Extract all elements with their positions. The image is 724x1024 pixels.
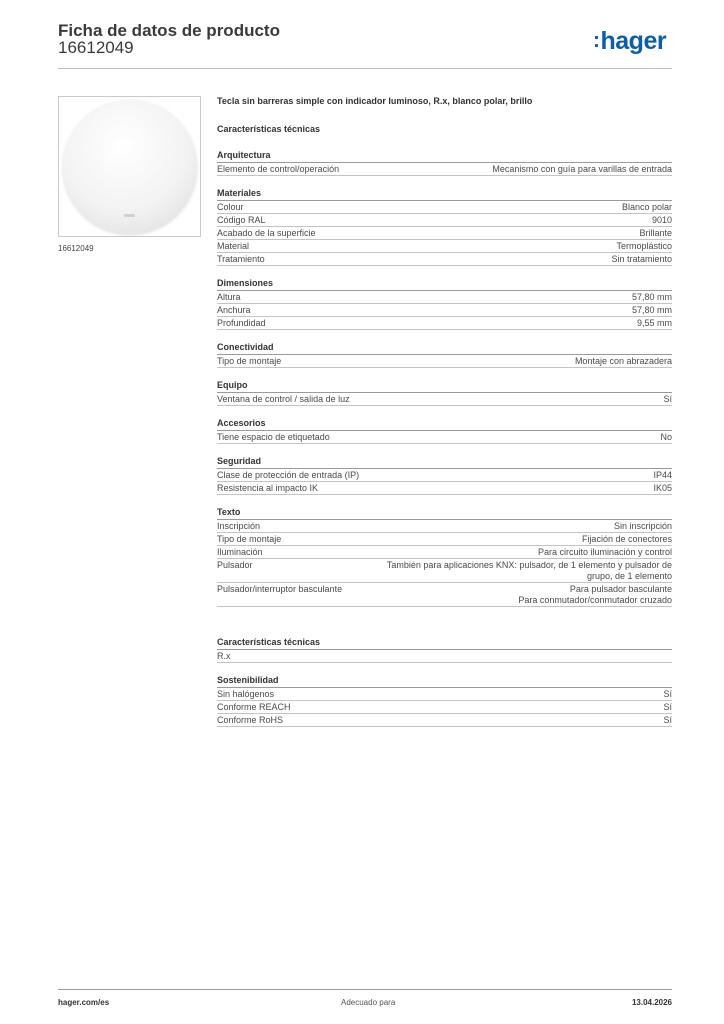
- spec-value: 9,55 mm: [636, 318, 672, 328]
- spec-content: [217, 96, 672, 727]
- spec-group-arquitectura: [217, 149, 672, 176]
- spec-row: [217, 701, 672, 714]
- spec-value: Blanco polar: [621, 202, 672, 212]
- spec-value-line: También para aplicaciones KNX: pulsador, de 1 elemento y pulsador de: [386, 560, 672, 570]
- header-divider: [58, 68, 672, 69]
- spec-row: [217, 533, 672, 546]
- spec-value: 57,80 mm: [631, 292, 672, 302]
- product-description: Tecla sin barreras simple con indicador luminoso, R.x, blanco polar, brillo: [217, 96, 533, 106]
- spec-row: [217, 163, 672, 176]
- group-title: Conectividad: [217, 341, 672, 355]
- product-code: 16612049: [58, 38, 134, 57]
- spec-row: [217, 240, 672, 253]
- group-title: Accesorios: [217, 417, 672, 431]
- hager-logo: :hager: [593, 27, 667, 55]
- spec-value-line: Para conmutador/conmutador cruzado: [518, 595, 672, 605]
- spec-value: Para circuito iluminación y control: [537, 547, 672, 557]
- spec-key: Código RAL: [217, 215, 266, 225]
- footer-divider: [58, 989, 672, 990]
- spec-value: Fijación de conectores: [581, 534, 672, 544]
- spec-value: Sí: [663, 715, 672, 725]
- spec-row: [217, 227, 672, 240]
- spec-value: No: [660, 432, 672, 442]
- spec-row: [217, 393, 672, 406]
- tech-characteristics-label: Características técnicas: [217, 124, 321, 134]
- spec-group-accesorios: [217, 417, 672, 444]
- group-title: Dimensiones: [217, 277, 672, 291]
- spec-value: 57,80 mm: [631, 305, 672, 315]
- spec-key: Ventana de control / salida de luz: [217, 394, 350, 404]
- spec-key: Pulsador/interruptor basculante: [217, 584, 343, 594]
- group-title: Seguridad: [217, 455, 672, 469]
- spec-value: Brillante: [639, 228, 672, 238]
- spec-row: [217, 214, 672, 227]
- group-title: Texto: [217, 506, 672, 520]
- spec-key: Clase de protección de entrada (IP): [217, 470, 360, 480]
- spec-group-conectividad: [217, 341, 672, 368]
- spec-row: [217, 650, 672, 663]
- spec-value: Sin tratamiento: [611, 254, 672, 264]
- spec-value: [261, 560, 672, 582]
- group-title: Materiales: [217, 187, 672, 201]
- page-title: Ficha de datos de producto: [58, 21, 280, 40]
- spec-row: [217, 431, 672, 444]
- spec-row: [217, 583, 672, 607]
- spec-row: [217, 201, 672, 214]
- spec-group-texto: [217, 506, 672, 607]
- footer-website: hager.com/es: [58, 998, 110, 1007]
- spec-row: [217, 253, 672, 266]
- spec-key: Tipo de montaje: [217, 356, 282, 366]
- spec-key: R.x: [217, 651, 231, 661]
- spec-row: [217, 559, 672, 583]
- product-image: [58, 96, 201, 237]
- spec-key: Acabado de la superficie: [217, 228, 316, 238]
- spec-value: Termoplástico: [616, 241, 672, 251]
- spec-value: Sí: [663, 689, 672, 699]
- spec-row: [217, 520, 672, 533]
- spec-row: [217, 714, 672, 727]
- spec-group-tech-characteristics: [217, 636, 672, 663]
- group-title: Arquitectura: [217, 149, 672, 163]
- spec-key: Elemento de control/operación: [217, 164, 340, 174]
- spec-key: Colour: [217, 202, 244, 212]
- spec-group-dimensiones: [217, 277, 672, 330]
- spec-value: IP44: [653, 470, 672, 480]
- spec-value: Mecanismo con guía para varillas de entrada: [492, 164, 672, 174]
- spec-value: 9010: [651, 215, 672, 225]
- footer-suitable-for: Adecuado para: [341, 998, 396, 1007]
- spec-key: Profundidad: [217, 318, 266, 328]
- spec-key: Tratamiento: [217, 254, 265, 264]
- spec-row: [217, 304, 672, 317]
- spec-value: Sin inscripción: [613, 521, 672, 531]
- group-title: Sostenibilidad: [217, 674, 672, 688]
- spec-key: Iluminación: [217, 547, 263, 557]
- spec-key: Sin halógenos: [217, 689, 275, 699]
- spec-key: Material: [217, 241, 250, 251]
- spec-group-equipo: [217, 379, 672, 406]
- spec-key: Altura: [217, 292, 241, 302]
- spec-value-line: Para pulsador basculante: [569, 584, 672, 594]
- spec-group-sostenibilidad: [217, 674, 672, 727]
- spec-row: [217, 546, 672, 559]
- spec-key: Conforme REACH: [217, 702, 291, 712]
- spec-group-seguridad: [217, 455, 672, 495]
- spec-value: [350, 584, 672, 606]
- spec-row: [217, 317, 672, 330]
- spec-value: Sí: [663, 394, 672, 404]
- spec-key: Conforme RoHS: [217, 715, 284, 725]
- spec-row: [217, 469, 672, 482]
- spec-key: Tipo de montaje: [217, 534, 282, 544]
- spec-value-line: grupo, de 1 elemento: [586, 571, 672, 581]
- spec-row: [217, 291, 672, 304]
- spec-key: Pulsador: [217, 560, 253, 570]
- footer-date: 13.04.2026: [631, 998, 672, 1007]
- spec-group-materiales: [217, 187, 672, 266]
- spec-value: Montaje con abrazadera: [574, 356, 672, 366]
- group-title: Equipo: [217, 379, 672, 393]
- spec-value: Sí: [663, 702, 672, 712]
- spec-row: [217, 482, 672, 495]
- indicator-light-icon: [124, 214, 135, 217]
- spec-key: Inscripción: [217, 521, 261, 531]
- spec-value: IK05: [653, 483, 672, 493]
- spec-row: [217, 688, 672, 701]
- spec-row: [217, 355, 672, 368]
- image-caption: 16612049: [58, 244, 94, 253]
- spec-key: Anchura: [217, 305, 251, 315]
- group-title: Características técnicas: [217, 636, 672, 650]
- spec-key: Resistencia al impacto IK: [217, 483, 319, 493]
- spec-key: Tiene espacio de etiquetado: [217, 432, 330, 442]
